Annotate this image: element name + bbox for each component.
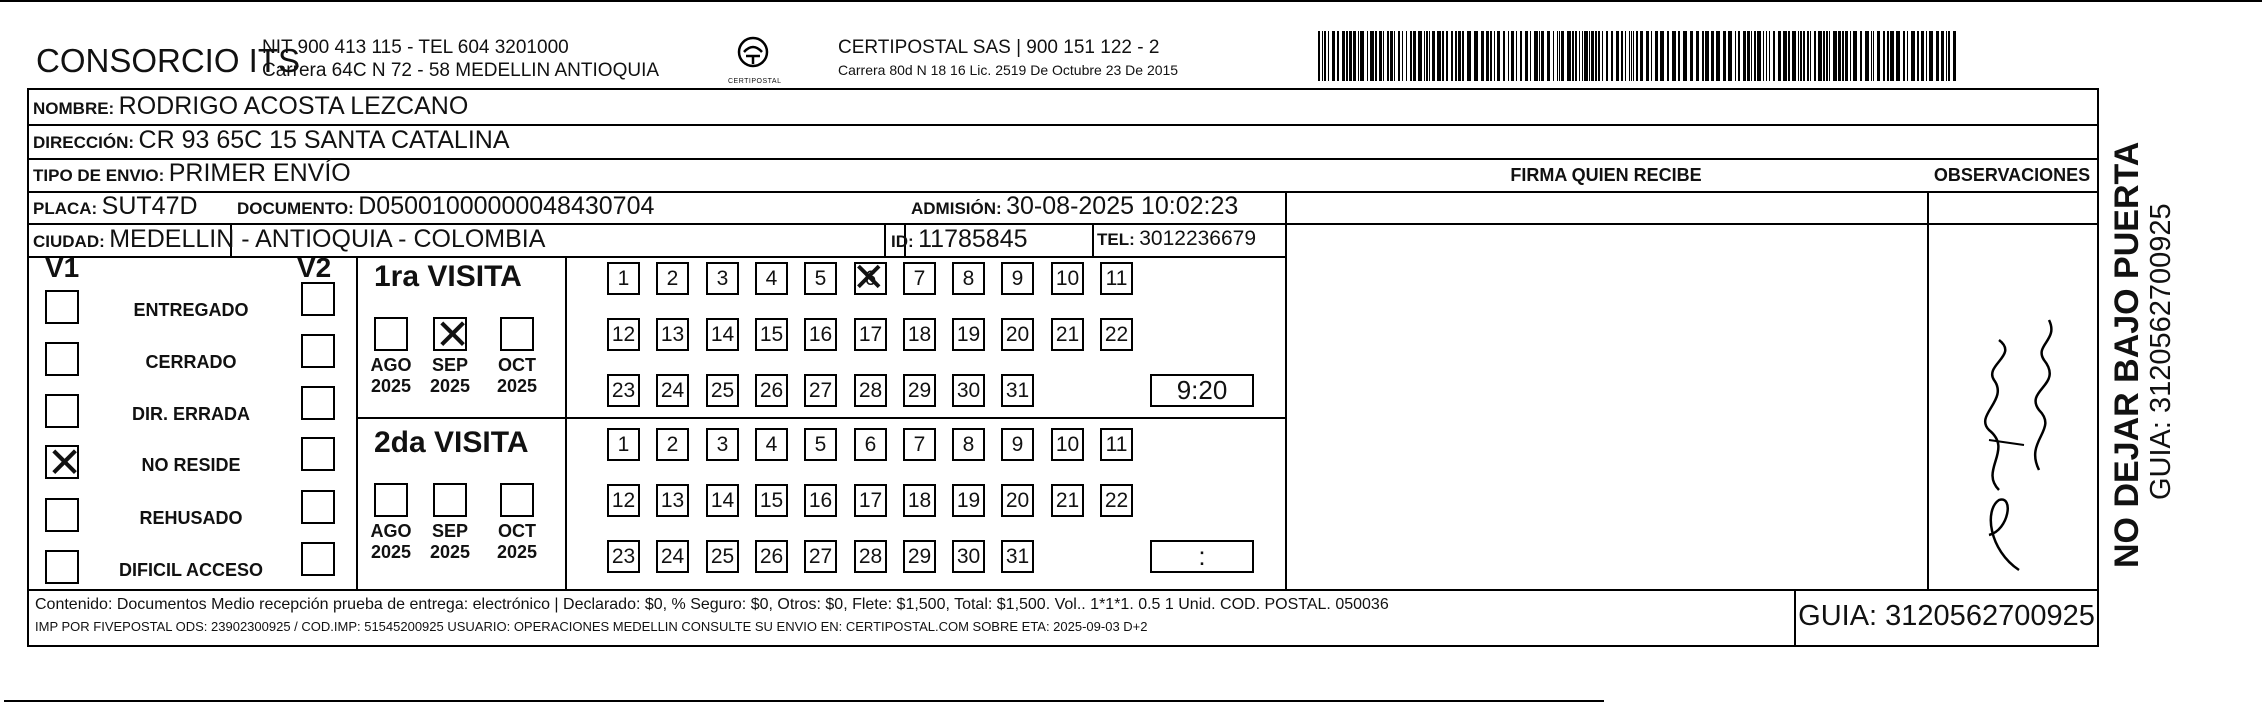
- day-checkbox[interactable]: 27: [804, 540, 837, 573]
- day-checkbox[interactable]: 15: [755, 484, 788, 517]
- placa-field: [33, 192, 198, 221]
- day-checkbox[interactable]: 10: [1051, 262, 1084, 295]
- day-checkbox[interactable]: 18: [903, 318, 936, 351]
- first-visit-time-value: 9:20: [1176, 375, 1228, 405]
- month-label: AGO 2025: [370, 521, 412, 562]
- day-checkbox[interactable]: 14: [706, 484, 739, 517]
- check-mark-icon: ✕: [435, 310, 471, 359]
- nombre-value: RODRIGO ACOSTA LEZCANO: [118, 92, 469, 120]
- nit-line: NIT 900 413 115 - TEL 604 3201000: [262, 37, 569, 58]
- status-label: DIFICIL ACCESO: [118, 560, 263, 580]
- day-checkbox[interactable]: 25: [706, 540, 739, 573]
- day-checkbox[interactable]: 20: [1001, 484, 1034, 517]
- certipostal-line1: CERTIPOSTAL SAS | 900 151 122 - 2: [838, 37, 1160, 58]
- day-checkbox[interactable]: 1: [607, 428, 640, 461]
- day-checkbox[interactable]: 31: [1001, 540, 1034, 573]
- observaciones-header: OBSERVACIONES: [1933, 165, 2091, 185]
- day-checkbox[interactable]: 3: [706, 262, 739, 295]
- top-edge: [0, 0, 2262, 2]
- day-checkbox[interactable]: 2: [656, 262, 689, 295]
- side-warning: NO DEJAR BAJO PUERTA: [2108, 141, 2146, 568]
- direccion-row: [33, 126, 510, 155]
- day-checkbox[interactable]: 13: [656, 318, 689, 351]
- logo-wordmark: CERTIPOSTAL: [728, 78, 782, 85]
- firma-header: FIRMA QUIEN RECIBE: [1510, 165, 1702, 185]
- day-checkbox[interactable]: 19: [952, 484, 985, 517]
- v2-checkbox[interactable]: [301, 282, 335, 316]
- day-checkbox[interactable]: 8: [952, 428, 985, 461]
- footer-impresion: IMP POR FIVEPOSTAL ODS: 23902300925 / COD.IMP: 51545200925 USUARIO: OPERACIONES MEDELLIN CONSULTE SU ENVIO EN: CERTIPOSTAL.COM SOBRE ETA: 2025-09-03 D+2: [35, 619, 1148, 634]
- day-checkbox[interactable]: 12: [607, 318, 640, 351]
- first-visit-title: 1ra VISITA: [374, 260, 522, 293]
- documento-label: DOCUMENTO:: [237, 199, 354, 218]
- day-checkbox[interactable]: 26: [755, 540, 788, 573]
- day-checkbox[interactable]: 30: [952, 374, 985, 407]
- month-label: OCT 2025: [496, 521, 538, 562]
- day-checkbox[interactable]: 22: [1100, 318, 1133, 351]
- day-checkbox[interactable]: 9: [1001, 428, 1034, 461]
- second-visit-time-value: :: [1198, 541, 1206, 571]
- id-field: [891, 225, 1028, 254]
- placa-label: PLACA:: [33, 199, 98, 218]
- cut-line: [4, 700, 1604, 702]
- day-checkbox[interactable]: 26: [755, 374, 788, 407]
- month-checkbox[interactable]: [433, 310, 471, 359]
- day-checkbox[interactable]: 28: [854, 374, 887, 407]
- v2-checkbox[interactable]: [301, 490, 335, 524]
- day-checkbox[interactable]: 18: [903, 484, 936, 517]
- company-contact: [262, 36, 659, 82]
- day-checkbox[interactable]: 25: [706, 374, 739, 407]
- second-visit-title: 2da VISITA: [374, 426, 529, 459]
- day-checkbox[interactable]: 5: [804, 428, 837, 461]
- day-checkbox[interactable]: 6 ✕: [854, 262, 887, 295]
- month-label: SEP 2025: [429, 521, 471, 562]
- nombre-row: [33, 92, 468, 121]
- day-checkbox[interactable]: 19: [952, 318, 985, 351]
- tel-label: TEL:: [1097, 230, 1135, 249]
- day-checkbox[interactable]: 23: [607, 374, 640, 407]
- day-checkbox[interactable]: 28: [854, 540, 887, 573]
- month-label: SEP 2025: [429, 355, 471, 396]
- day-checkbox[interactable]: 20: [1001, 318, 1034, 351]
- v2-header: V2: [297, 252, 332, 283]
- day-checkbox[interactable]: 4: [755, 262, 788, 295]
- day-checkbox[interactable]: 3: [706, 428, 739, 461]
- admision-field: [911, 192, 1238, 221]
- tel-field: [1097, 227, 1256, 251]
- certipostal-info: [838, 36, 1178, 82]
- month-checkbox[interactable]: [500, 483, 534, 517]
- status-label: REHUSADO: [139, 508, 243, 528]
- day-checkbox[interactable]: 6: [854, 428, 887, 461]
- v1-checkbox[interactable]: [45, 438, 83, 487]
- v1-checkbox[interactable]: [45, 342, 79, 376]
- day-checkbox[interactable]: 4: [755, 428, 788, 461]
- day-checkbox[interactable]: 15: [755, 318, 788, 351]
- day-checkbox[interactable]: 21: [1051, 484, 1084, 517]
- v1-checkbox[interactable]: [45, 498, 79, 532]
- day-checkbox[interactable]: 2: [656, 428, 689, 461]
- day-checkbox[interactable]: 17: [854, 484, 887, 517]
- footer-contenido: Contenido: Documentos Medio recepción prueba de entrega: electrónico | Declarado: $0, % Seguro: $0, Otros: $0, Flete: $1,500, Total: $1,500. Vol.. 1*1*1. 0.5 1 Unid. COD. POSTAL. 050036: [35, 596, 1389, 613]
- v1-checkbox[interactable]: [45, 290, 79, 324]
- status-label: ENTREGADO: [133, 300, 249, 320]
- ciudad-label: CIUDAD:: [33, 232, 105, 251]
- barcode: [1318, 31, 1956, 81]
- side-guia: GUIA: 3120562700925: [2145, 203, 2177, 500]
- tipo-row: [33, 159, 351, 188]
- documento-field: [237, 192, 654, 221]
- direccion-value: CR 93 65C 15 SANTA CATALINA: [138, 126, 510, 154]
- signature: [1929, 270, 2099, 580]
- day-checkbox[interactable]: 14: [706, 318, 739, 351]
- ciudad-field: [33, 225, 545, 254]
- id-label: ID:: [891, 232, 914, 251]
- day-checkbox[interactable]: 11: [1100, 428, 1133, 461]
- check-mark-icon: ✕: [47, 438, 83, 487]
- day-checkbox[interactable]: 12: [607, 484, 640, 517]
- placa-value: SUT47D: [101, 192, 198, 220]
- id-value: 11785845: [918, 225, 1028, 253]
- guia-number: GUIA: 3120562700925: [1798, 600, 2095, 632]
- company-name: CONSORCIO ITS: [36, 42, 301, 79]
- day-checkbox[interactable]: 17: [854, 318, 887, 351]
- direccion-label: DIRECCIÓN:: [33, 133, 135, 152]
- company-address: Carrera 64C N 72 - 58 MEDELLIN ANTIOQUIA: [262, 60, 660, 81]
- day-checkbox[interactable]: 13: [656, 484, 689, 517]
- day-checkbox[interactable]: 23: [607, 540, 640, 573]
- v2-checkbox[interactable]: [301, 386, 335, 420]
- admision-label: ADMISIÓN:: [911, 199, 1002, 218]
- day-checkbox[interactable]: 5: [804, 262, 837, 295]
- day-checkbox[interactable]: 24: [656, 540, 689, 573]
- day-checkbox[interactable]: 21: [1051, 318, 1084, 351]
- status-label: CERRADO: [145, 352, 237, 372]
- day-checkbox[interactable]: 8: [952, 262, 985, 295]
- day-checkbox[interactable]: 10: [1051, 428, 1084, 461]
- shipment-form: [27, 88, 2099, 647]
- certipostal-logo-icon: [730, 32, 776, 78]
- day-checkbox[interactable]: 27: [804, 374, 837, 407]
- day-checkbox[interactable]: 9: [1001, 262, 1034, 295]
- month-label: OCT 2025: [496, 355, 538, 396]
- month-checkbox[interactable]: [374, 317, 408, 351]
- v2-checkbox[interactable]: [301, 334, 335, 368]
- tel-value: 3012236679: [1139, 227, 1257, 250]
- day-checkbox[interactable]: 29: [903, 540, 936, 573]
- v2-checkbox[interactable]: [301, 542, 335, 576]
- first-visit-time[interactable]: [1150, 374, 1254, 407]
- day-checkbox[interactable]: 31: [1001, 374, 1034, 407]
- tipo-label: TIPO DE ENVIO:: [33, 166, 165, 185]
- day-checkbox[interactable]: 7: [903, 428, 936, 461]
- v1-checkbox[interactable]: [45, 550, 79, 584]
- tipo-value: PRIMER ENVÍO: [168, 159, 351, 187]
- day-checkbox[interactable]: 16: [804, 484, 837, 517]
- month-checkbox[interactable]: [433, 483, 467, 517]
- status-label: DIR. ERRADA: [131, 404, 250, 424]
- day-checkbox[interactable]: 16: [804, 318, 837, 351]
- day-checkbox[interactable]: 29: [903, 374, 936, 407]
- v2-checkbox[interactable]: [301, 437, 335, 471]
- v1-header: V1: [45, 252, 80, 283]
- day-checkbox[interactable]: 22: [1100, 484, 1133, 517]
- day-checkbox[interactable]: 11: [1100, 262, 1133, 295]
- nombre-label: NOMBRE:: [33, 99, 115, 118]
- documento-value: D05001000000048430704: [358, 192, 655, 220]
- v1-checkbox[interactable]: [45, 394, 79, 428]
- certipostal-line2: Carrera 80d N 18 16 Lic. 2519 De Octubre 23 De 2015: [838, 62, 1179, 78]
- month-checkbox[interactable]: [374, 483, 408, 517]
- day-checkbox[interactable]: 1: [607, 262, 640, 295]
- day-checkbox[interactable]: 7: [903, 262, 936, 295]
- day-checkbox[interactable]: 24: [656, 374, 689, 407]
- status-label: NO RESIDE: [141, 455, 241, 475]
- day-checkbox[interactable]: 30: [952, 540, 985, 573]
- month-checkbox[interactable]: [500, 317, 534, 351]
- admision-value: 30-08-2025 10:02:23: [1006, 192, 1239, 220]
- month-label: AGO 2025: [370, 355, 412, 396]
- second-visit-time[interactable]: [1150, 540, 1254, 573]
- ciudad-value: MEDELLIN - ANTIOQUIA - COLOMBIA: [109, 225, 546, 253]
